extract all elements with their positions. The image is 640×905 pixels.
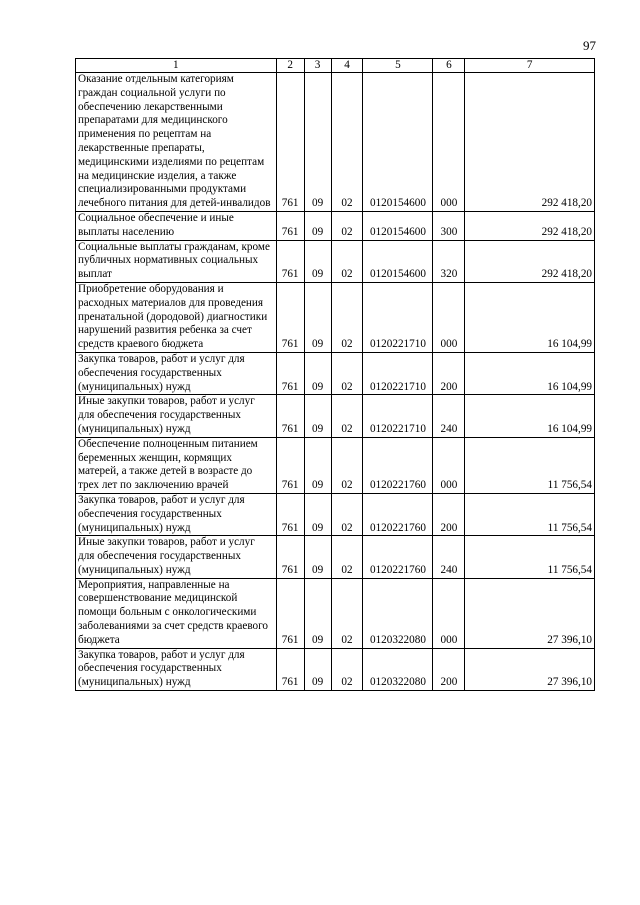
row-col-3: 09 [304,437,331,493]
row-amount: 16 104,99 [465,395,595,437]
row-col-5: 0120221760 [363,493,433,535]
table-row [76,578,595,648]
row-col-6: 300 [433,211,465,240]
header-col-1: 1 [76,59,277,73]
header-col-7: 7 [465,59,595,73]
row-col-6: 200 [433,493,465,535]
row-amount: 27 396,10 [465,648,595,690]
row-col-3: 09 [304,395,331,437]
row-col-5: 0120154600 [363,240,433,282]
table-row [76,211,595,240]
row-col-6: 000 [433,437,465,493]
row-amount: 11 756,54 [465,536,595,578]
row-col-2: 761 [276,437,304,493]
row-col-5: 0120221760 [363,536,433,578]
table-row [76,648,595,690]
table-row [76,493,595,535]
row-col-2: 761 [276,648,304,690]
row-amount: 16 104,99 [465,282,595,352]
row-col-2: 761 [276,395,304,437]
row-col-3: 09 [304,211,331,240]
row-col-2: 761 [276,211,304,240]
row-name: Приобретение оборудования и расходных материалов для проведения пренатальной (дородовой) диагностики нарушений развития ребенка за счет средств краевого бюджета [76,282,277,352]
row-col-4: 02 [331,240,363,282]
row-col-2: 761 [276,282,304,352]
row-name: Иные закупки товаров, работ и услуг для обеспечения государственных (муниципальных) нужд [76,395,277,437]
table-row [76,536,595,578]
row-col-4: 02 [331,395,363,437]
row-name: Иные закупки товаров, работ и услуг для обеспечения государственных (муниципальных) нужд [76,536,277,578]
header-col-6: 6 [433,59,465,73]
row-col-5: 0120221710 [363,282,433,352]
row-col-3: 09 [304,536,331,578]
table-row [76,73,595,212]
row-col-5: 0120322080 [363,578,433,648]
header-col-3: 3 [304,59,331,73]
table-row [76,395,595,437]
page-number: 97 [583,38,596,53]
row-name: Оказание отдельным категориям граждан социальной услуги по обеспечению лекарственными препаратами для медицинского применения по рецептам на лекарственные препараты, медицинскими изделиями по рецептам на медицинские изделия, а также специализированными продуктами лечебного питания для детей-инвалидов [76,73,277,212]
row-col-2: 761 [276,352,304,394]
row-amount: 292 418,20 [465,73,595,212]
row-amount: 11 756,54 [465,493,595,535]
row-col-6: 320 [433,240,465,282]
row-amount: 292 418,20 [465,211,595,240]
table-row [76,282,595,352]
row-col-6: 240 [433,536,465,578]
table-row [76,240,595,282]
table-row [76,352,595,394]
header-row [76,59,595,73]
row-col-4: 02 [331,437,363,493]
row-col-2: 761 [276,73,304,212]
table-row [76,437,595,493]
row-name: Закупка товаров, работ и услуг для обеспечения государственных (муниципальных) нужд [76,352,277,394]
row-col-5: 0120221710 [363,352,433,394]
row-col-6: 200 [433,352,465,394]
row-amount: 11 756,54 [465,437,595,493]
row-name: Мероприятия, направленные на совершенствование медицинской помощи больным с онкологическими заболеваниями за счет средств краевого бюджета [76,578,277,648]
row-col-2: 761 [276,240,304,282]
row-col-6: 000 [433,73,465,212]
budget-table [75,58,595,691]
row-amount: 292 418,20 [465,240,595,282]
row-col-4: 02 [331,536,363,578]
row-col-3: 09 [304,282,331,352]
row-col-2: 761 [276,493,304,535]
row-col-4: 02 [331,73,363,212]
row-col-3: 09 [304,352,331,394]
row-col-6: 000 [433,578,465,648]
row-name: Обеспечение полноценным питанием беременных женщин, кормящих матерей, а также детей в возрасте до трех лет по заключению врачей [76,437,277,493]
row-col-4: 02 [331,282,363,352]
row-col-6: 240 [433,395,465,437]
row-col-4: 02 [331,211,363,240]
row-col-3: 09 [304,240,331,282]
row-col-6: 000 [433,282,465,352]
row-col-4: 02 [331,493,363,535]
row-name: Закупка товаров, работ и услуг для обеспечения государственных (муниципальных) нужд [76,648,277,690]
row-col-3: 09 [304,493,331,535]
row-col-2: 761 [276,578,304,648]
header-col-5: 5 [363,59,433,73]
row-col-4: 02 [331,352,363,394]
header-col-2: 2 [276,59,304,73]
header-col-4: 4 [331,59,363,73]
row-amount: 27 396,10 [465,578,595,648]
row-name: Социальное обеспечение и иные выплаты населению [76,211,277,240]
row-col-5: 0120154600 [363,211,433,240]
row-amount: 16 104,99 [465,352,595,394]
row-col-5: 0120322080 [363,648,433,690]
row-col-3: 09 [304,73,331,212]
row-name: Закупка товаров, работ и услуг для обеспечения государственных (муниципальных) нужд [76,493,277,535]
row-col-3: 09 [304,578,331,648]
row-col-4: 02 [331,578,363,648]
row-col-4: 02 [331,648,363,690]
row-col-5: 0120221710 [363,395,433,437]
row-name: Социальные выплаты гражданам, кроме публичных нормативных социальных выплат [76,240,277,282]
row-col-5: 0120221760 [363,437,433,493]
row-col-6: 200 [433,648,465,690]
row-col-2: 761 [276,536,304,578]
row-col-5: 0120154600 [363,73,433,212]
row-col-3: 09 [304,648,331,690]
